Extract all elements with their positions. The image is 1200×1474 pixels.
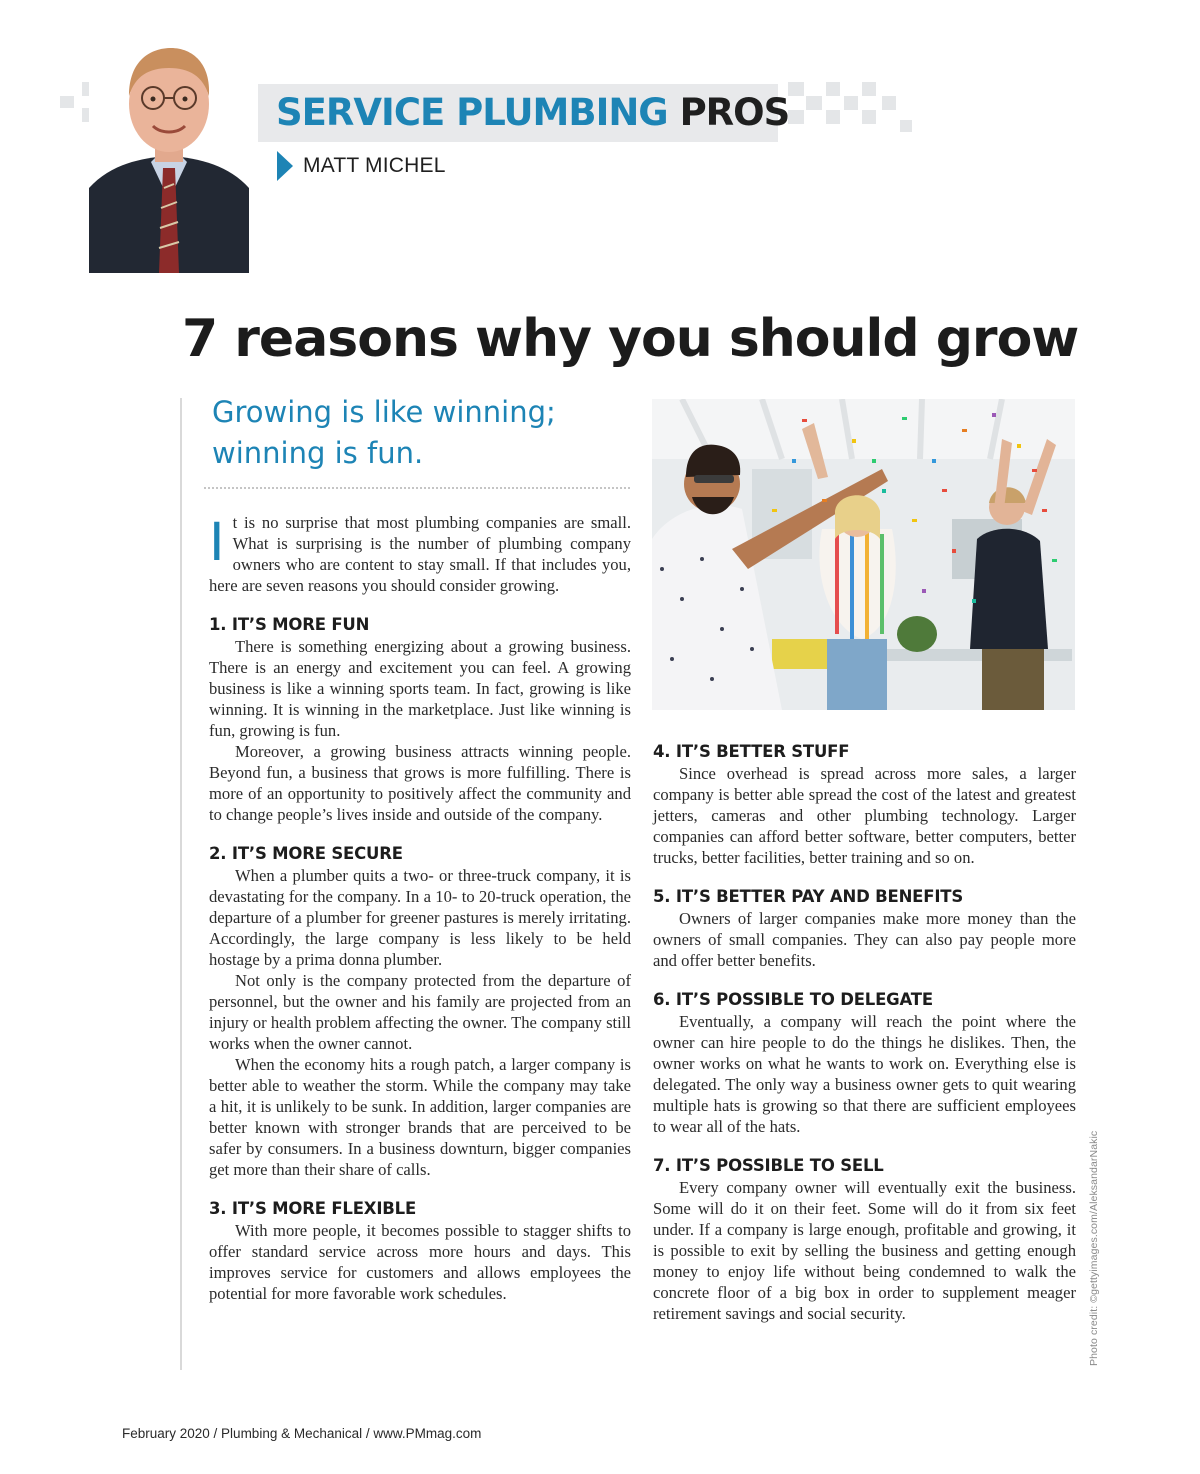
article-column-left [209, 509, 631, 1304]
section-2-paragraph-2: Not only is the company protected from the departure of personnel, but the owner and his family are projected from an injury or health problem affecting the owner. The company still works when the owner cannot. [209, 971, 631, 1053]
section-heading-3: 3. IT’S MORE FLEXIBLE [209, 1199, 417, 1218]
section-5-paragraph-1: Owners of larger companies make more money than the owners of small companies. They can also pay people more and offer better benefits. [653, 909, 1076, 970]
photo-credit: Photo credit: ©gettyimages.com/AleksandarNakic [1088, 1130, 1100, 1366]
column-title-blue: SERVICE PLUMBING [276, 91, 668, 134]
article-headline: 7 reasons why you should grow [182, 309, 1079, 369]
article-deck: Growing is like winning; winning is fun. [212, 395, 556, 470]
section-2-paragraph-1: When a plumber quits a two- or three-truck company, it is devastating for the company. In a 10- to 20-truck operation, the departure of a plumber for greener pastures is merely irritating. Accordingly, the large company is less likely to be held hostage by a prima donna plumber. [209, 866, 631, 969]
section-7-paragraph-1: Every company owner will eventually exit the business. Some will do it on their feet. Some will do it from six feet under. If a company is large enough, profitable and growing, it is possible to exit by selling the business and getting enough money to enjoy life without being condemned to walk the concrete floor of a big box in order to supplement meager retirement savings and social security. [653, 1178, 1076, 1323]
author-portrait [89, 38, 249, 273]
triangle-marker-icon [277, 151, 293, 181]
section-1-paragraph-1: There is something energizing about a growing business. There is an energy and excitement you can feel. A growing business is like a winning sports team. In fact, growing is like winning. It is winning in the marketplace. Just like winning is fun, growing is fun. [209, 637, 631, 740]
section-heading-1: 1. IT’S MORE FUN [209, 615, 370, 634]
section-heading-6: 6. IT’S POSSIBLE TO DELEGATE [653, 990, 933, 1009]
drop-cap: I [209, 509, 225, 572]
section-2-paragraph-3: When the economy hits a rough patch, a larger company is better able to weather the storm. While the company may take a hit, it is unlikely to be sunk. In addition, larger companies are better known with stronger brands that are perceived to be safer by consumers. In a business downturn, bigger companies get more than their share of calls. [209, 1055, 631, 1179]
section-heading-2: 2. IT’S MORE SECURE [209, 844, 403, 863]
section-heading-7: 7. IT’S POSSIBLE TO SELL [653, 1156, 884, 1175]
intro-text: t is no surprise that most plumbing companies are small. What is surprising is the number of plumbing company owners who are content to stay small. If that includes you, here are seven reasons you should consider growing. [209, 513, 631, 595]
section-4-paragraph-1: Since overhead is spread across more sales, a larger company is better able spread the cost of the latest and greatest jetters, cameras and other plumbing technology. Larger companies can afford better software, better computers, better trucks, better facilities, better training and so on. [653, 764, 1076, 867]
intro-paragraph [209, 509, 631, 596]
section-1-paragraph-2: Moreover, a growing business attracts winning people. Beyond fun, a business that grows is more fulfilling. There is more of an opportunity to positively affect the community and to change people’s lives inside and outside of the company. [209, 742, 631, 824]
section-heading-4: 4. IT’S BETTER STUFF [653, 742, 850, 761]
left-vertical-rule [180, 398, 182, 1370]
section-3-paragraph-1: With more people, it becomes possible to stagger shifts to offer standard service across more hours and days. This improves service for customers and allows employees the potential for more favorable work schedules. [209, 1221, 631, 1303]
page-footer: February 2020 / Plumbing & Mechanical / www.PMmag.com [122, 1426, 482, 1441]
author-name: MATT MICHEL [303, 154, 446, 177]
column-title [276, 90, 789, 136]
section-6-paragraph-1: Eventually, a company will reach the point where the owner can hire people to do the things he dislikes. Then, the owner works on what he wants to work on. Everything else is delegated. The only way a business owner gets to quit wearing multiple hats is growing so that there are sufficient employees to wear all of the hats. [653, 1012, 1076, 1136]
article-column-right [653, 742, 1076, 1324]
celebration-photo [652, 399, 1075, 710]
dotted-divider [204, 487, 630, 489]
column-title-dark: PROS [679, 91, 790, 134]
section-heading-5: 5. IT’S BETTER PAY AND BENEFITS [653, 887, 963, 906]
author-byline [277, 150, 446, 182]
